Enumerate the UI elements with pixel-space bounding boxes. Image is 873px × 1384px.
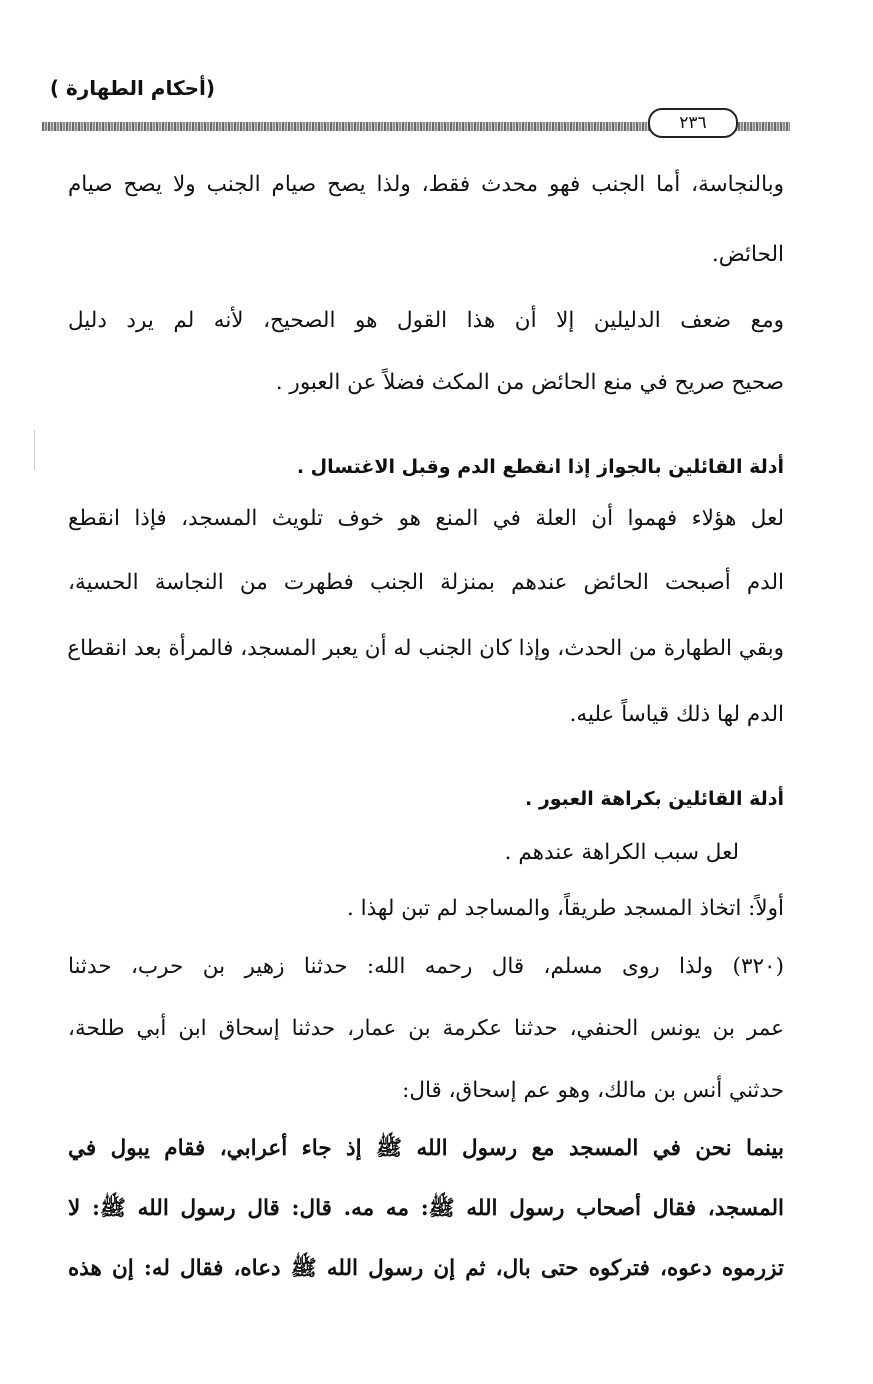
text-line: حدثني أنس بن مالك، وهو عم إسحاق، قال:	[402, 1078, 784, 1103]
text-line: الدم أصبحت الحائض عندهم بمنزلة الجنب فطهرت من النجاسة الحسية،	[68, 570, 784, 595]
text-line: صحيح صريح في منع الحائض من المكث فضلاً عن العبور .	[275, 370, 784, 395]
hadith-text-line: تزرموه دعوه، فتركوه حتى بال، ثم إن رسول الله ﷺ دعاه، فقال له: إن هذه	[68, 1256, 784, 1281]
text-line: لعل سبب الكراهة عندهم .	[504, 840, 739, 865]
section-heading: أدلة القائلين بالجواز إذا انقطع الدم وقبل الاغتسال .	[296, 456, 784, 478]
text-line: عمر بن يونس الحنفي، حدثنا عكرمة بن عمار، حدثنا إسحاق ابن أبي طلحة،	[68, 1016, 784, 1041]
text-line: وبقي الطهارة من الحدث، وإذا كان الجنب له أن يعبر المسجد، فالمرأة بعد انقطاع	[67, 636, 784, 661]
scan-crease-mark	[34, 430, 35, 470]
hadith-number-line: (٣٢٠) ولذا روى مسلم، قال رحمه الله: حدثنا زهير بن حرب، حدثنا	[68, 954, 784, 979]
running-header-title: (أحكام الطهارة )	[49, 76, 215, 100]
text-line: لعل هؤلاء فهموا أن العلة في المنع هو خوف تلويث المسجد، فإذا انقطع	[68, 506, 784, 531]
hadith-text-line: المسجد، فقال أصحاب رسول الله ﷺ: مه مه. قال: قال رسول الله ﷺ: لا	[68, 1196, 784, 1221]
text-line: وبالنجاسة، أما الجنب فهو محدث فقط، ولذا يصح صيام الجنب ولا يصح صيام	[68, 172, 784, 197]
text-line: أولاً: اتخاذ المسجد طريقاً، والمساجد لم تبن لهذا .	[346, 896, 784, 921]
section-heading: أدلة القائلين بكراهة العبور .	[525, 788, 784, 810]
text-line: الحائض.	[711, 242, 784, 267]
page-number: ٢٣٦	[648, 108, 738, 138]
hadith-text-line: بينما نحن في المسجد مع رسول الله ﷺ إذ جاء أعرابي، فقام يبول في	[68, 1136, 784, 1161]
text-line: ومع ضعف الدليلين إلا أن هذا القول هو الصحيح، لأنه لم يرد دليل	[68, 308, 784, 333]
text-line: الدم لها ذلك قياساً عليه.	[569, 702, 784, 727]
